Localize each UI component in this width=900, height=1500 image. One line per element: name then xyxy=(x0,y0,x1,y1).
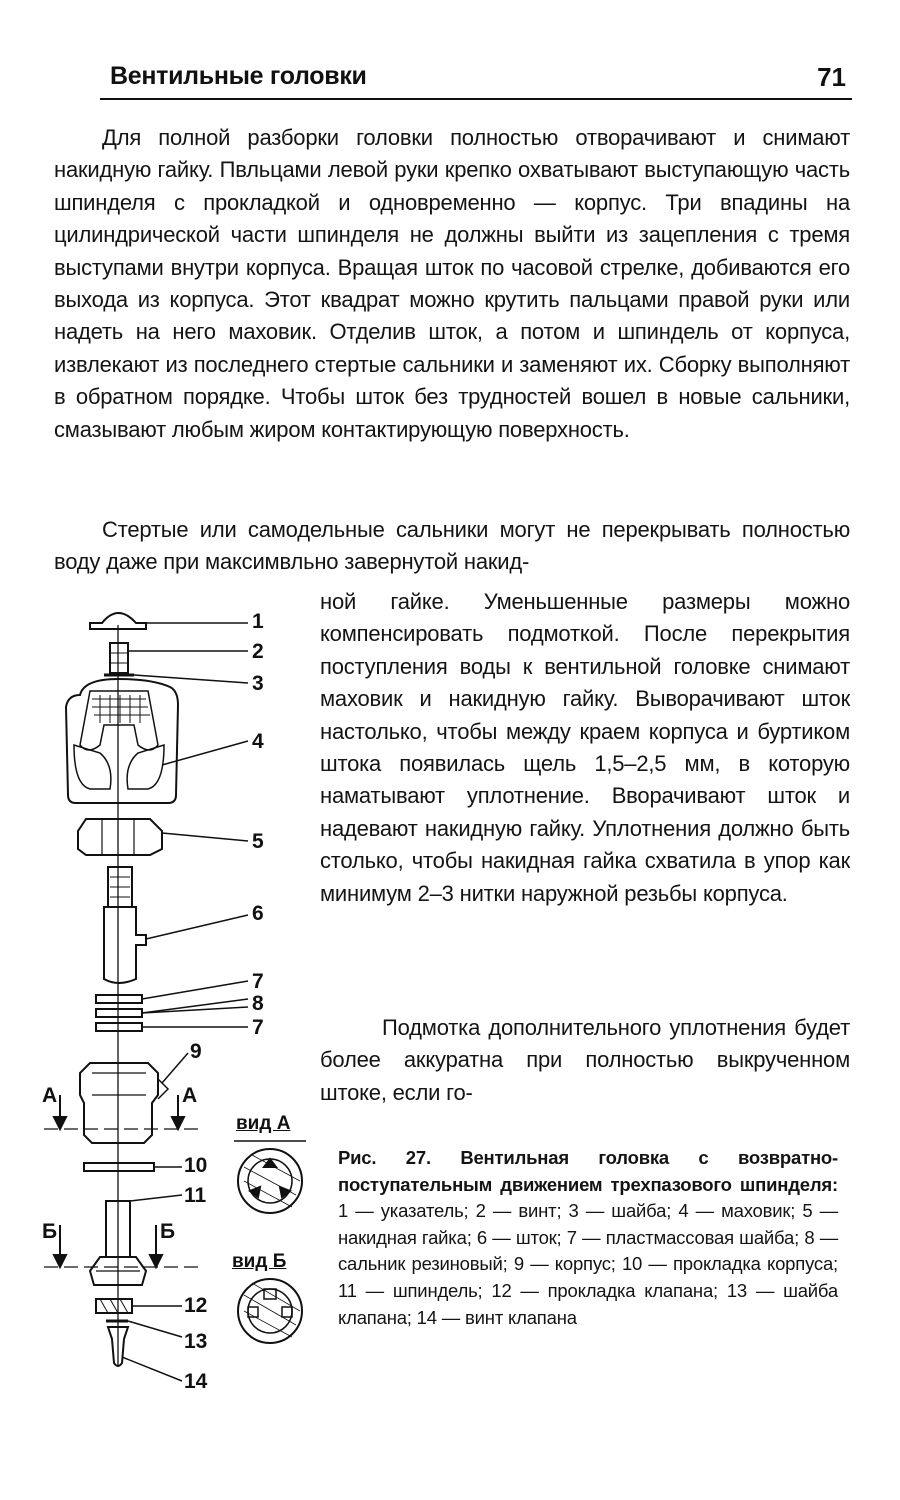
part-label: 2 xyxy=(252,640,264,663)
part-label: 13 xyxy=(184,1330,208,1353)
part-label: 1 xyxy=(252,610,264,633)
part-label: 9 xyxy=(190,1040,202,1063)
part-label: 11 xyxy=(184,1184,207,1207)
body-gasket-part xyxy=(84,1163,154,1171)
nut-part xyxy=(78,819,162,855)
valve-head-exploded-diagram xyxy=(30,595,320,1395)
view-b-label: вид Б xyxy=(232,1251,287,1272)
part-label: 6 xyxy=(252,902,264,925)
part-label: 7 xyxy=(252,1016,264,1039)
page-header xyxy=(100,58,852,100)
part-label: 4 xyxy=(252,730,264,753)
part-label: 12 xyxy=(184,1294,208,1317)
body-part xyxy=(80,1063,158,1143)
part-label: 8 xyxy=(252,992,264,1015)
page-number: 71 xyxy=(817,62,846,92)
section-b-right-label: Б xyxy=(160,1220,176,1243)
part-label: 14 xyxy=(184,1370,208,1393)
paragraph-seals-continued: ной гайке. Уменьшенные размеры можно компенсировать подмоткой. После перекрытия поступления воды к вентильной головке снимают маховик и накидную гайку. Выворачивают шток настолько, чтобы между краем корпуса и буртиком штока появилась щель 1,5–2,5 мм, в которую наматывают уплотнение. Вворачивают шток и надевают накидную гайку. Уплотнения должно быть столько, чтобы накидная гайка схватила в упор как минимум 2–3 нитки наружной резьбы корпуса. xyxy=(320,589,850,906)
section-a-left-label: А xyxy=(42,1084,58,1107)
paragraph-disassembly: Для полной разборки головки полностью отворачивают и снимают накидную гайку. Пвльцами левой руки крепко охватывают выступающую часть шпинделя с прокладкой и одновременно — корпус. Три впадины на цилиндрической части шпинделя не должны выйти из зацепления с тремя выступами внутри корпуса. Вращая шток по часовой стрелке, добиваются его выхода из корпуса. Этот квадрат можно крутить пальцами правой руки или надеть на него маховик. Отделив шток, а потом и шпиндель от корпуса, извлекают из последнего стертые сальники и заменяют их. Сборку выполняют в обратном порядке. Чтобы шток без трудностей вошел в новые сальники, смазывают любым жиром контактирующую поверхность. xyxy=(54,125,850,442)
running-title: Вентильные головки xyxy=(110,62,367,90)
caption-text: 1 — указатель; 2 — винт; 3 — шайба; 4 — маховик; 5 — накидная гайка; 6 — шток; 7 — пластмассовая шайба; 8 — сальник резиновый; 9 — корпус; 10 — прокладка корпуса; 11 — шпиндель; 12 — прокладка клапана; 13 — шайба клапана; 14 — винт клапана xyxy=(338,1200,838,1328)
view-a-label: вид А xyxy=(236,1113,291,1134)
part-label: 5 xyxy=(252,830,264,853)
section-b-left-label: Б xyxy=(42,1220,58,1243)
part-label: 10 xyxy=(184,1154,208,1177)
plastic-washer-part xyxy=(96,995,142,1003)
section-a-right-label: А xyxy=(182,1084,198,1107)
part-label: 3 xyxy=(252,672,264,695)
paragraph-winding: Подмотка дополнительного уплотнения будет более аккуратна при полностью выкрученном штоке, если го- xyxy=(320,1015,850,1105)
part-label: 7 xyxy=(252,970,264,993)
screw-part xyxy=(110,643,128,673)
diagram-drawing xyxy=(30,595,320,1395)
caption-title: Рис. 27. Вентильная головка с возвратно-поступательным движением трехпазового шпинделя: xyxy=(338,1147,838,1195)
paragraph-seals: Стертые или самодельные сальники могут не перекрывать полностью воду даже при максимвльно завернутой накид- xyxy=(54,517,850,575)
figure-caption xyxy=(338,1145,838,1331)
rubber-seal-part xyxy=(96,1009,142,1017)
